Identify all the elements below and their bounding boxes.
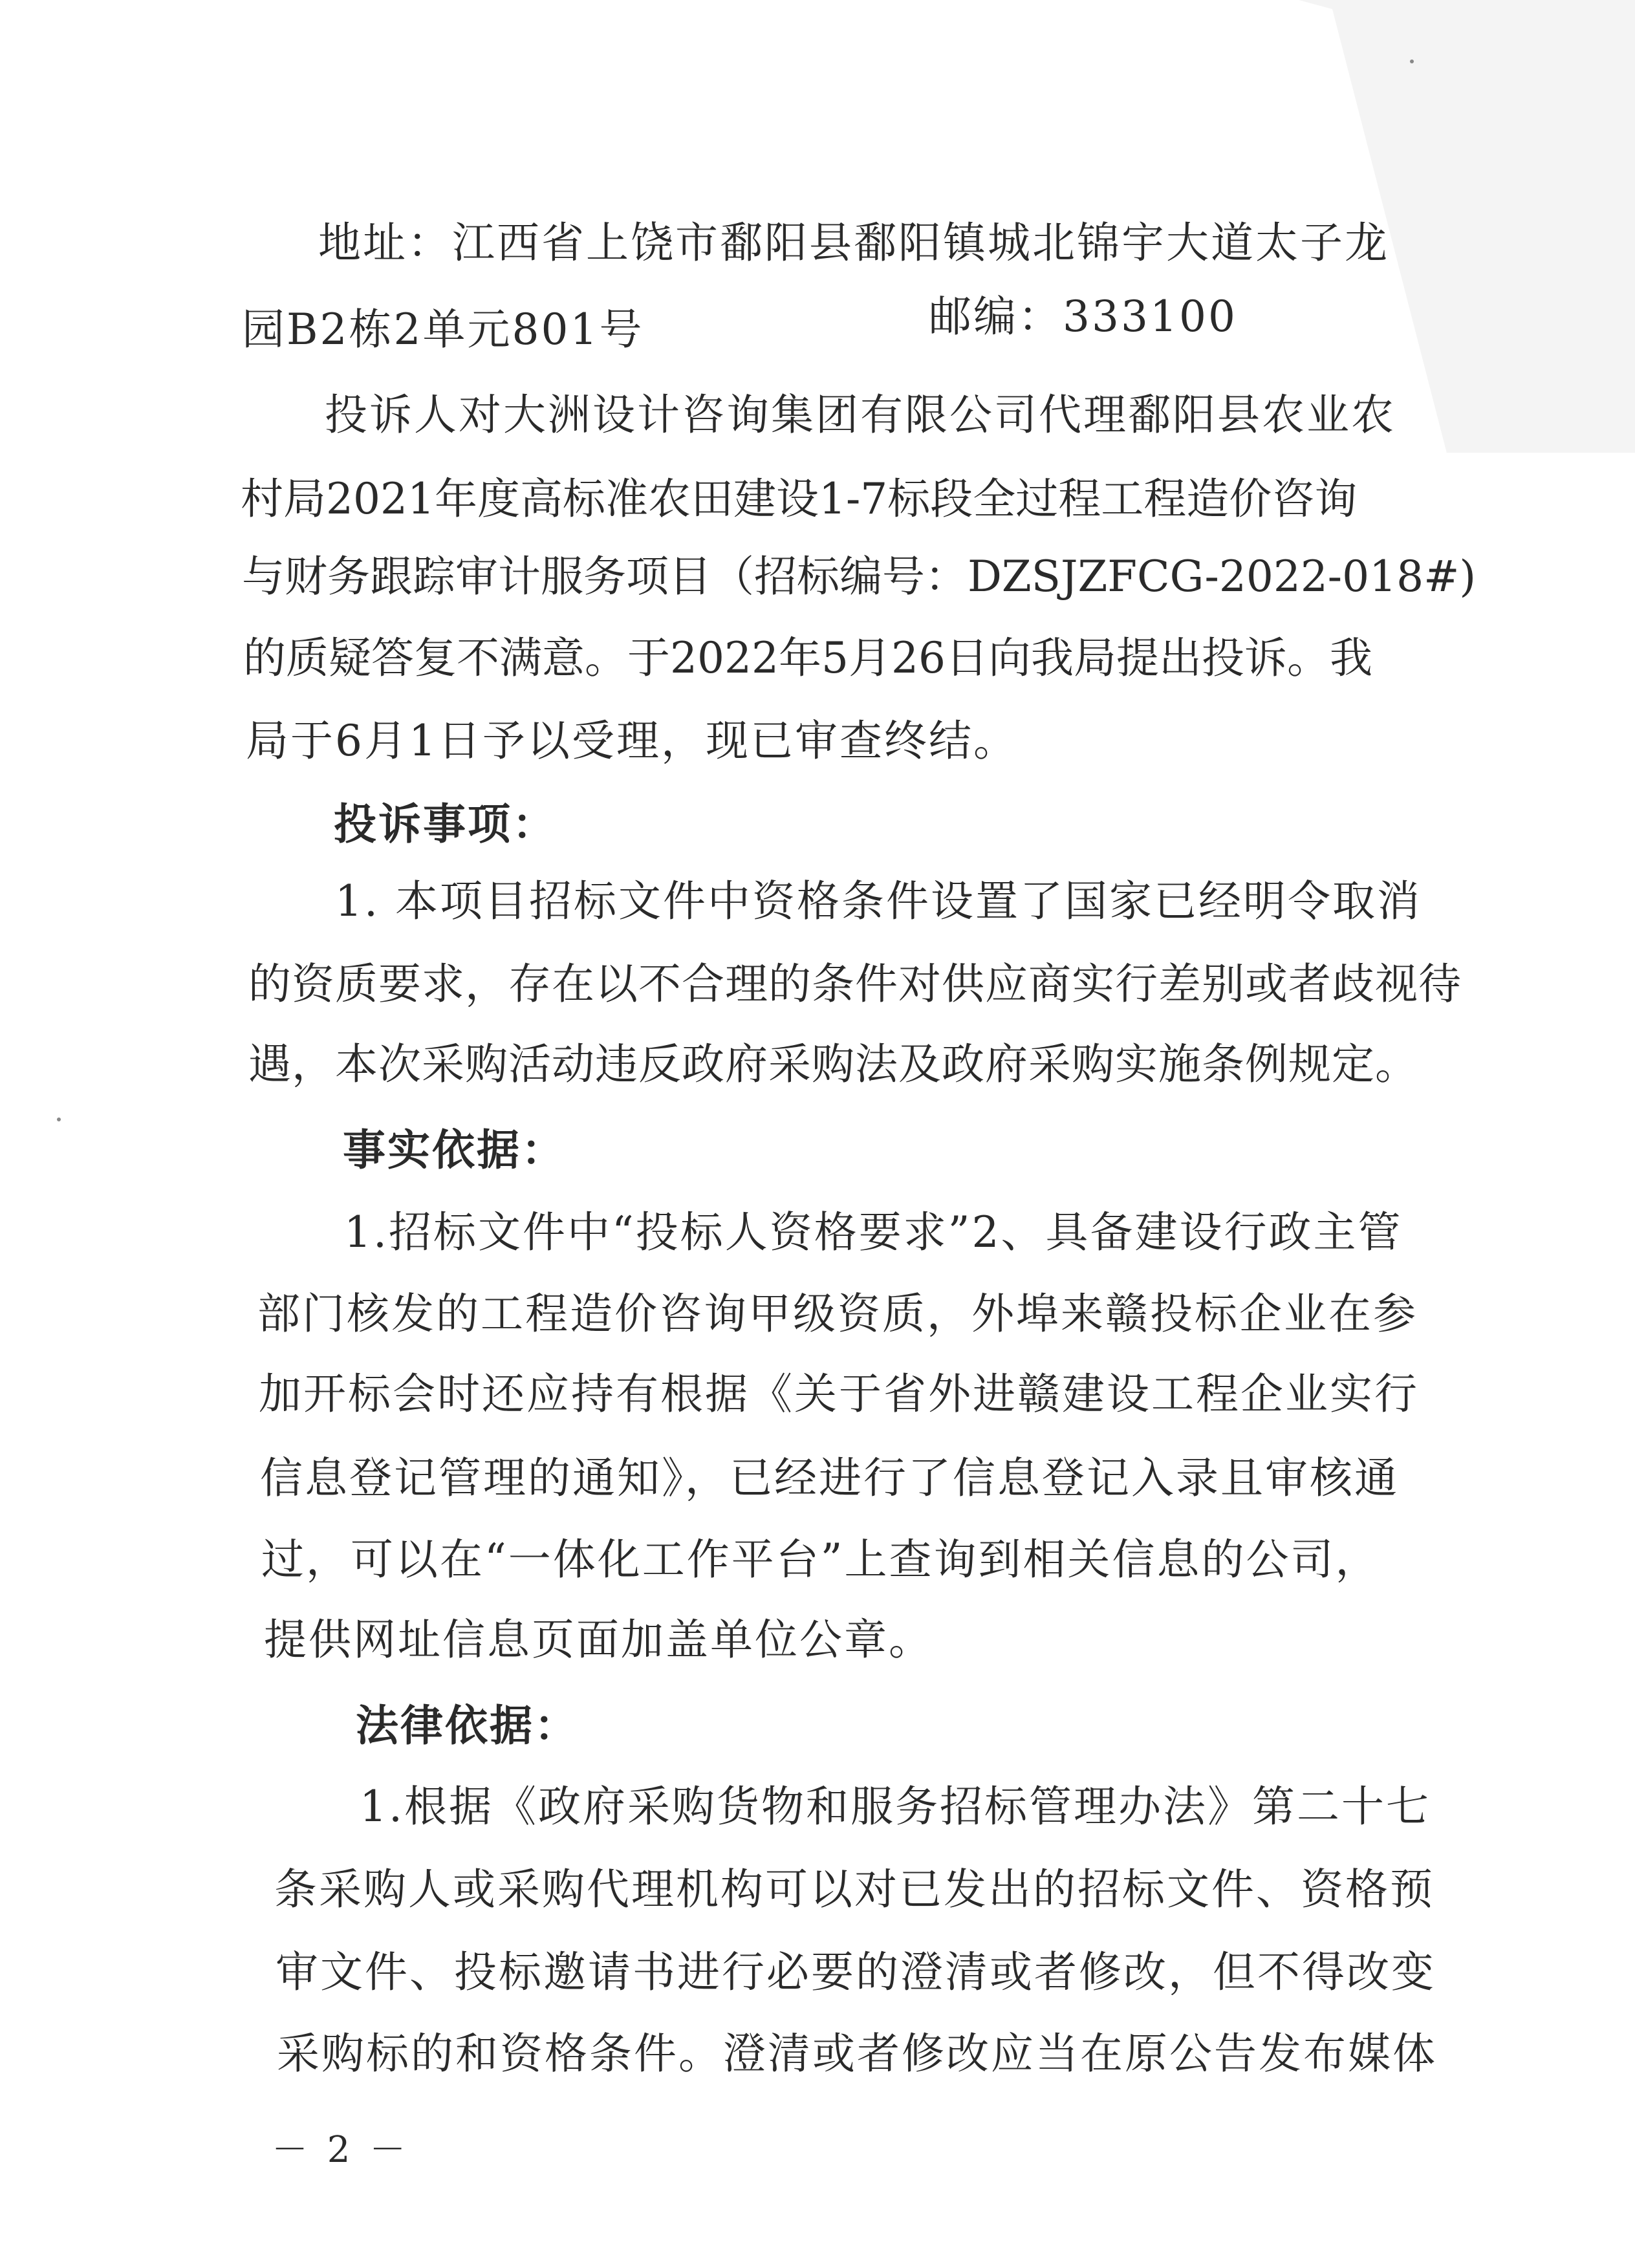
page-number: － 2 － — [272, 2129, 410, 2171]
address-line-2: 园B2栋2单元801号 — [242, 305, 644, 354]
facts-line-3: 加开标会时还应持有根据《关于省外进赣建设工程企业实行 — [259, 1369, 1419, 1419]
intro-line-1: 投诉人对大洲设计咨询集团有限公司代理鄱阳县农业农 — [325, 390, 1396, 440]
intro-line-3: 与财务跟踪审计服务项目（招标编号：DZSJZFCG-2022-018#) — [242, 552, 1477, 601]
legal-line-3: 审文件、投标邀请书进行必要的澄清或者修改，但不得改变 — [276, 1947, 1436, 1997]
intro-line-4: 的质疑答复不满意。于2022年5月26日向我局提出投诉。我 — [243, 633, 1372, 683]
legal-line-2: 条采购人或采购代理机构可以对已发出的招标文件、资格预 — [274, 1864, 1435, 1914]
scan-speck — [1410, 59, 1414, 63]
facts-line-5: 过，可以在“一体化工作平台”上查询到相关信息的公司， — [261, 1535, 1380, 1584]
legal-heading: 法律依据： — [356, 1700, 579, 1751]
facts-line-4: 信息登记管理的通知》，已经进行了信息登记入录且审核通 — [260, 1453, 1399, 1503]
facts-line-6: 提供网址信息页面加盖单位公章。 — [264, 1615, 933, 1665]
legal-line-4: 采购标的和资格条件。澄清或者修改应当在原公告发布媒体 — [277, 2029, 1437, 2079]
complaint-line-1: 1. 本项目招标文件中资格条件设置了国家已经明令取消 — [335, 876, 1422, 926]
complaint-line-2: 的资质要求，存在以不合理的条件对供应商实行差别或者歧视待 — [248, 959, 1462, 1009]
facts-heading: 事实依据： — [343, 1125, 566, 1175]
complaint-heading: 投诉事项： — [334, 799, 557, 849]
complaint-line-3: 遇，本次采购活动违反政府采购法及政府采购实施条例规定。 — [248, 1039, 1418, 1089]
facts-line-2: 部门核发的工程造价咨询甲级资质，外埠来赣投标企业在参 — [257, 1289, 1418, 1339]
scan-speck — [57, 1118, 61, 1121]
intro-line-2: 村局2021年度高标准农田建设1-7标段全过程工程造价咨询 — [241, 474, 1358, 524]
address-line-1: 地址：江西省上饶市鄱阳县鄱阳镇城北锦宇大道太子龙 — [318, 218, 1389, 268]
legal-line-1: 1.根据《政府采购货物和服务招标管理办法》第二十七 — [360, 1782, 1431, 1831]
facts-line-1: 1.招标文件中“投标人资格要求”2、具备建设行政主管 — [344, 1207, 1403, 1257]
postcode: 邮编：333100 — [929, 292, 1237, 341]
intro-line-5: 局于6月1日予以受理，现已审查终结。 — [246, 716, 1018, 766]
